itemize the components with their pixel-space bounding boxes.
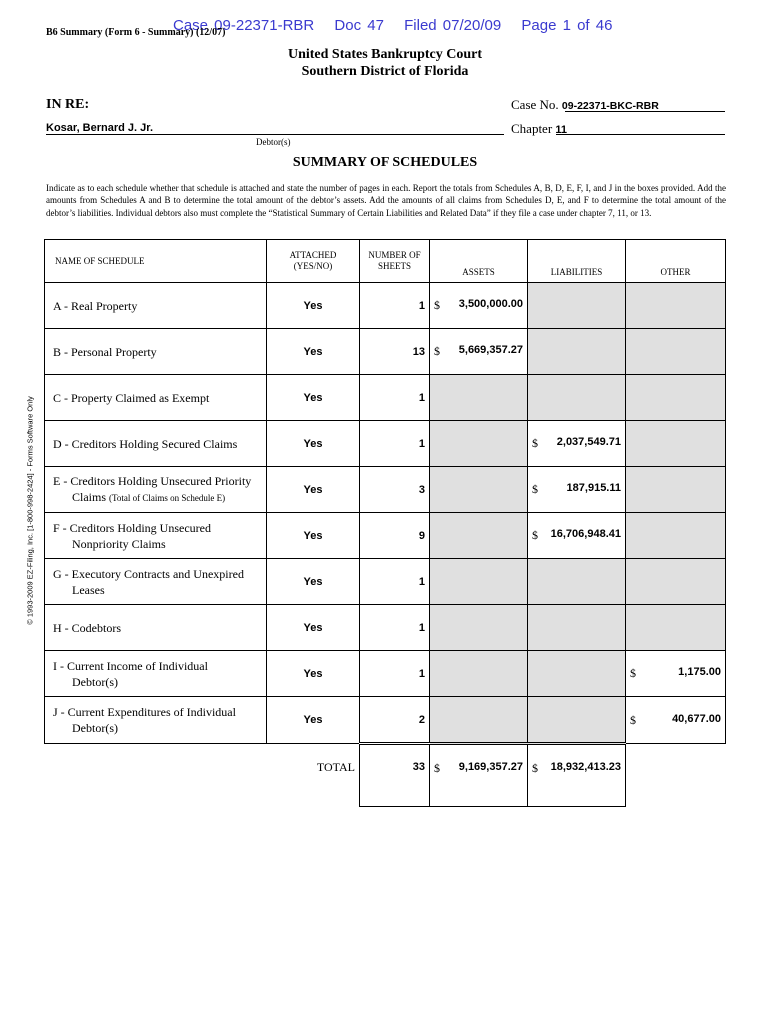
form-id: B6 Summary (Form 6 - Summary) (12/07) <box>46 27 226 38</box>
attached-cell: Yes <box>267 651 360 697</box>
liabilities-amount: 187,915.11 <box>566 482 621 494</box>
schedule-name-cell <box>45 651 267 697</box>
header-sheets-2: SHEETS <box>377 261 411 271</box>
schedule-name-note: (Total of Claims on Schedule E) <box>109 493 226 503</box>
schedule-name-cont <box>53 489 262 506</box>
header-attached-2: (YES/NO) <box>293 261 333 271</box>
currency-symbol: $ <box>434 298 440 312</box>
stamp-page: Page 1 of 46 <box>521 17 613 34</box>
header-attached <box>267 240 360 283</box>
totals-row <box>45 744 726 807</box>
sheets-cell: 1 <box>360 559 430 605</box>
stamp-doc: Doc 47 <box>334 17 384 34</box>
assets-cell <box>430 513 528 559</box>
assets-cell <box>430 375 528 421</box>
schedule-name: J - Current Expenditures of Individual <box>53 705 236 719</box>
currency-symbol: $ <box>532 761 538 775</box>
table-row <box>45 375 726 421</box>
assets-cell <box>430 651 528 697</box>
in-re-label: IN RE: <box>46 97 90 112</box>
totals-liabilities-amount: 18,932,413.23 <box>550 761 621 773</box>
schedule-name-cont <box>53 582 262 598</box>
table-row <box>45 329 726 375</box>
currency-symbol: $ <box>630 666 636 680</box>
schedule-name-line2: Nonpriority Claims <box>72 536 166 551</box>
other-amount: 1,175.00 <box>678 666 721 678</box>
totals-assets-amount: 9,169,357.27 <box>458 761 523 773</box>
other-cell <box>626 559 726 605</box>
court-district: Southern District of Florida <box>301 64 469 79</box>
table-row <box>45 605 726 651</box>
header-sheets <box>360 240 430 283</box>
schedule-name-cell <box>45 375 267 421</box>
liabilities-cell <box>528 513 626 559</box>
assets-cell <box>430 329 528 375</box>
assets-cell <box>430 605 528 651</box>
schedule-name-line2: Leases <box>72 582 105 597</box>
instructions: Indicate as to each schedule whether that schedule is attached and state the number of pages in each. Report the totals from Schedules A, B, D, E, F, I, and J in the boxes provided. Add the amounts from Schedules A and B to determine the total amount of the debtor’s assets. Add the amounts of all claims from Schedules D, E, and F to determine the total amount of the debtor’s liabilities. Individual debtors also must complete the “Statistical Summary of Certain Liabilities and Related Data” if they file a case under chapter 7, 11, or 13. <box>46 183 726 218</box>
totals-sheets: 33 <box>360 744 430 807</box>
currency-symbol: $ <box>532 528 538 542</box>
sheets-cell: 1 <box>360 375 430 421</box>
liabilities-cell <box>528 559 626 605</box>
table-row <box>45 513 726 559</box>
currency-symbol: $ <box>532 482 538 496</box>
header-sheets-1: NUMBER OF <box>368 250 421 260</box>
schedule-name: A - Real Property <box>53 298 138 313</box>
other-cell <box>626 697 726 744</box>
attached-cell: Yes <box>267 329 360 375</box>
liabilities-cell <box>528 467 626 513</box>
other-cell <box>626 651 726 697</box>
chapter-value: 11 <box>555 124 568 136</box>
liabilities-cell <box>528 697 626 744</box>
currency-symbol: $ <box>434 344 440 358</box>
sheets-cell: 2 <box>360 697 430 744</box>
schedule-name-cell <box>45 467 267 513</box>
schedule-name-cell <box>45 513 267 559</box>
liabilities-cell <box>528 375 626 421</box>
other-cell <box>626 375 726 421</box>
sheets-cell: 1 <box>360 283 430 329</box>
schedule-name: B - Personal Property <box>53 344 157 359</box>
stamp-case: Case 09-22371-RBR <box>173 17 315 34</box>
attached-cell: Yes <box>267 605 360 651</box>
table-row <box>45 283 726 329</box>
sheets-cell: 9 <box>360 513 430 559</box>
sheets-cell: 3 <box>360 467 430 513</box>
sheets-cell: 1 <box>360 421 430 467</box>
case-number-value: 09-22371-BKC-RBR <box>561 100 659 112</box>
debtor-label: Debtor(s) <box>256 137 291 147</box>
assets-amount: 5,669,357.27 <box>458 344 523 356</box>
court-name: United States Bankruptcy Court <box>287 47 483 62</box>
sheets-cell: 1 <box>360 651 430 697</box>
totals-liabilities <box>528 744 626 807</box>
case-number-underline <box>565 111 725 112</box>
assets-cell <box>430 559 528 605</box>
schedule-name: H - Codebtors <box>53 620 121 635</box>
schedule-name-cell <box>45 283 267 329</box>
other-cell <box>626 283 726 329</box>
other-cell <box>626 421 726 467</box>
sheets-cell: 13 <box>360 329 430 375</box>
attached-cell: Yes <box>267 421 360 467</box>
schedule-name-line2: Debtor(s) <box>72 721 118 735</box>
schedule-name: I - Current Income of Individual <box>53 658 208 673</box>
schedule-name-cell <box>45 697 267 744</box>
liabilities-cell <box>528 329 626 375</box>
schedule-name-cell <box>45 329 267 375</box>
header-other: OTHER <box>626 240 726 283</box>
currency-symbol: $ <box>434 761 440 775</box>
page-title: SUMMARY OF SCHEDULES <box>292 155 478 170</box>
attached-cell: Yes <box>267 375 360 421</box>
chapter-underline <box>556 134 725 135</box>
currency-symbol: $ <box>630 712 636 727</box>
schedule-name-cont <box>53 674 262 690</box>
debtor-name: Kosar, Bernard J. Jr. <box>46 122 153 134</box>
attached-cell: Yes <box>267 467 360 513</box>
schedule-name-line2: Claims <box>72 490 107 504</box>
schedule-name: G - Executory Contracts and Unexpired <box>53 566 244 581</box>
schedule-name-cell <box>45 421 267 467</box>
other-cell <box>626 605 726 651</box>
table-header <box>45 240 726 283</box>
assets-cell <box>430 421 528 467</box>
schedule-name-cell <box>45 559 267 605</box>
currency-symbol: $ <box>532 436 538 450</box>
assets-cell <box>430 697 528 744</box>
schedule-name: D - Creditors Holding Secured Claims <box>53 436 238 451</box>
attached-cell: Yes <box>267 559 360 605</box>
assets-amount: 3,500,000.00 <box>458 298 523 310</box>
schedule-name-line2: Debtor(s) <box>72 674 118 689</box>
table-row <box>45 697 726 744</box>
schedule-name: E - Creditors Holding Unsecured Priority <box>53 474 252 488</box>
header-name: NAME OF SCHEDULE <box>45 240 267 283</box>
software-sidebar: © 1993-2009 EZ-Filing, Inc. [1-800-998-2424] - Forms Software Only <box>25 396 35 625</box>
liabilities-cell <box>528 651 626 697</box>
table-row <box>45 651 726 697</box>
assets-cell <box>430 467 528 513</box>
table-row <box>45 467 726 513</box>
header-assets: ASSETS <box>430 240 528 283</box>
other-cell <box>626 513 726 559</box>
liabilities-cell <box>528 605 626 651</box>
totals-assets <box>430 744 528 807</box>
table-row <box>45 559 726 605</box>
liabilities-cell <box>528 421 626 467</box>
chapter-label: Chapter <box>511 121 553 136</box>
schedule-name-cont <box>53 536 262 552</box>
court-filing-stamp <box>173 17 626 34</box>
other-cell <box>626 467 726 513</box>
table-row <box>45 421 726 467</box>
attached-cell: Yes <box>267 513 360 559</box>
sheets-cell: 1 <box>360 605 430 651</box>
other-cell <box>626 329 726 375</box>
other-amount: 40,677.00 <box>672 712 721 725</box>
schedule-name: C - Property Claimed as Exempt <box>53 390 210 405</box>
assets-cell <box>430 283 528 329</box>
summary-table <box>44 239 726 807</box>
schedule-name-cell <box>45 605 267 651</box>
debtor-underline <box>46 134 504 135</box>
totals-label: TOTAL <box>267 744 360 807</box>
header-attached-1: ATTACHED <box>289 250 337 260</box>
attached-cell: Yes <box>267 697 360 744</box>
stamp-filed: Filed 07/20/09 <box>404 17 502 34</box>
schedule-name: F - Creditors Holding Unsecured <box>53 520 211 535</box>
attached-cell: Yes <box>267 283 360 329</box>
liabilities-cell <box>528 283 626 329</box>
header-liabilities: LIABILITIES <box>528 240 626 283</box>
schedule-name-cont <box>53 720 262 736</box>
case-number-label: Case No. <box>511 97 559 112</box>
liabilities-amount: 16,706,948.41 <box>550 528 621 540</box>
liabilities-amount: 2,037,549.71 <box>556 436 621 448</box>
